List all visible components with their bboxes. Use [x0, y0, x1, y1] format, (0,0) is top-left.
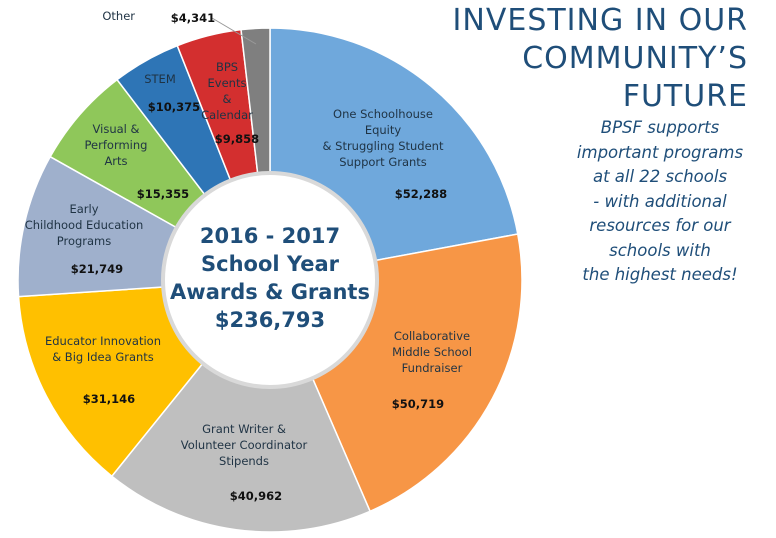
slice-label-line: & [222, 92, 232, 106]
slice-label-line: STEM [144, 72, 176, 86]
tagline-line: BPSF supports [600, 118, 720, 137]
slice-label-line: Stipends [219, 454, 269, 468]
headline-line: INVESTING IN OUR [452, 3, 748, 38]
slice-label-line: & Struggling Student [322, 139, 444, 153]
headline-line: FUTURE [622, 79, 748, 114]
slice-label-line: One Schoolhouse [333, 107, 433, 121]
slice-label-line: Middle School [392, 345, 472, 359]
slice-label-line: Grant Writer & [202, 422, 286, 436]
tagline-line: important programs [576, 142, 744, 162]
tagline-line: resources for our [589, 216, 731, 235]
slice-value: $21,749 [70, 262, 124, 276]
slice-label-line: Performing [84, 138, 148, 152]
slice-label-line: Collaborative [393, 329, 471, 343]
slice-label-line: Other [102, 9, 135, 23]
slice-label-line: Volunteer Coordinator [180, 438, 308, 452]
slice-label-line: BPS [215, 60, 239, 74]
center-text-line: Awards & Grants [170, 280, 370, 304]
center-text-line: $236,793 [214, 308, 326, 332]
slice-label-line: Arts [104, 154, 128, 168]
headline [418, 2, 748, 116]
tagline-line: - with additional [593, 191, 727, 211]
slice-value: $15,355 [136, 187, 190, 201]
slice-label-line: Equity [364, 123, 402, 137]
slice-value: $40,962 [229, 489, 283, 503]
tagline-line: at all 22 schools [592, 167, 728, 186]
slice-value: $50,719 [391, 397, 445, 411]
slice-label-line: Educator Innovation [44, 334, 162, 348]
slice-label-line: Support Grants [339, 155, 427, 169]
slice-value: $10,375 [147, 100, 201, 114]
slice-value: $9,858 [214, 132, 260, 146]
slice-value: $31,146 [82, 392, 136, 406]
slice-label [392, 329, 472, 375]
slice-label [144, 72, 176, 86]
tagline [560, 116, 760, 288]
slice-label-line: & Big Idea Grants [52, 350, 154, 364]
slice-label-line: Calendar [201, 108, 253, 122]
slice-label-line: Childhood Education [24, 218, 144, 232]
slice-label-line: Programs [56, 234, 112, 248]
slice-value: $52,288 [394, 187, 448, 201]
slice-label-line: Early [69, 202, 99, 216]
tagline-line: schools with [609, 240, 711, 260]
tagline-line: the highest needs! [582, 265, 738, 284]
slice-label-line: Fundraiser [401, 361, 463, 375]
slice-label [102, 9, 135, 23]
slice-value: $4,341 [170, 11, 216, 25]
headline-line: COMMUNITY’S [522, 41, 748, 76]
center-text-line: School Year [201, 252, 339, 276]
slice-label-line: Events [207, 76, 247, 90]
slice-label-line: Visual & [92, 122, 140, 136]
center-text-line: 2016 - 2017 [199, 224, 341, 248]
